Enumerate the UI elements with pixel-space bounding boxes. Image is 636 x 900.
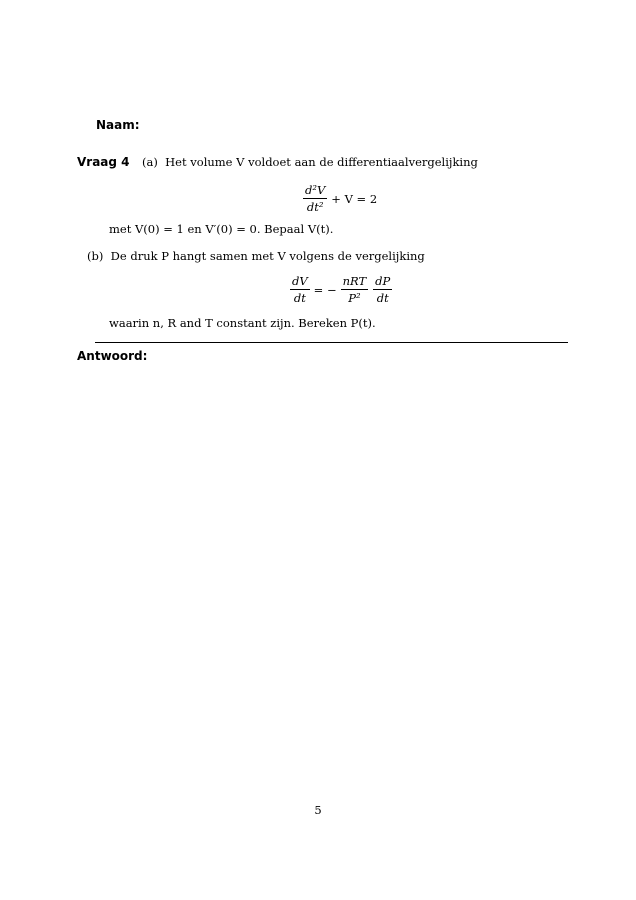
part-a-intro	[142, 155, 478, 169]
equation-b-lhs-numerator: dV	[292, 274, 308, 288]
part-a-text: Het volume V voldoet aan de differentiaalvergelijking	[165, 155, 478, 169]
answer-label: Antwoord:	[77, 349, 148, 363]
equation-b	[289, 274, 393, 305]
equation-a	[302, 183, 377, 214]
question-label: Vraag 4	[77, 155, 130, 169]
equation-b-lhs	[290, 274, 310, 305]
equation-b-mid-numerator: nRT	[342, 274, 367, 288]
part-b-intro	[87, 249, 425, 263]
part-a-marker: (a)	[142, 155, 158, 169]
equation-b-equals: = −	[313, 282, 337, 297]
equation-b-mid	[341, 274, 369, 305]
part-b-text: De druk P hangt samen met V volgens de vergelijking	[110, 249, 425, 263]
equation-b-rhs	[373, 274, 392, 305]
equation-a-rest: + V = 2	[331, 191, 378, 206]
part-a-condition: met V(0) = 1 en V′(0) = 0. Bepaal V(t).	[109, 222, 334, 236]
page-number: 5	[314, 803, 322, 817]
part-b-condition: waarin n, R and T constant zijn. Bereken P(t).	[109, 316, 376, 330]
equation-b-lhs-denominator: dt	[293, 291, 306, 305]
equation-a-numerator: d²V	[305, 183, 326, 197]
name-label: Naam:	[96, 118, 140, 132]
equation-a-denominator: dt²	[306, 200, 324, 214]
equation-b-rhs-denominator: dt	[376, 291, 389, 305]
equation-a-fraction	[303, 183, 327, 214]
divider-line	[95, 342, 568, 343]
equation-b-rhs-numerator: dP	[375, 274, 391, 288]
equation-b-mid-denominator: P²	[348, 291, 361, 305]
part-b-marker: (b)	[87, 249, 104, 263]
